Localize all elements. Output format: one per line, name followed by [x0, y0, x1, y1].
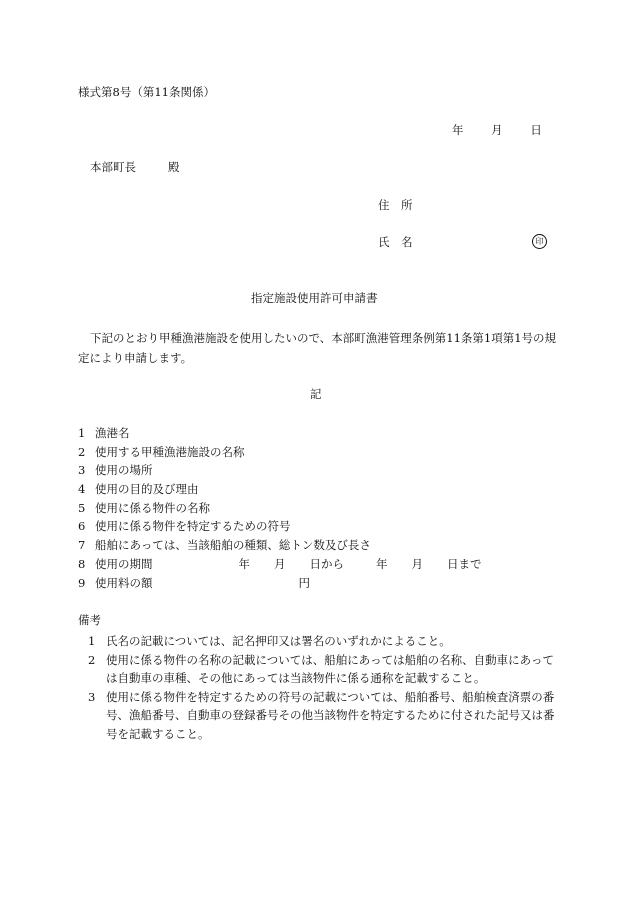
- item-label: 使用料の額: [95, 575, 153, 590]
- remarks-list: [88, 632, 558, 743]
- item-number: 4: [78, 482, 86, 497]
- fee-unit: 円: [298, 575, 310, 590]
- date-year: 年: [452, 123, 464, 137]
- addressee-honorific: 殿: [168, 160, 180, 174]
- list-item: [78, 443, 482, 462]
- applicant-address-label: 住 所: [378, 198, 413, 212]
- item-label: 使用の場所: [95, 463, 153, 478]
- seal-icon: 印: [532, 234, 547, 249]
- list-item: [78, 461, 482, 480]
- period-year-2: 年: [376, 556, 388, 571]
- item-number: 7: [78, 538, 86, 553]
- item-number: 3: [78, 463, 86, 478]
- list-item: [78, 536, 482, 555]
- item-label: 使用する甲種漁港施設の名称: [95, 444, 245, 459]
- item-number: 6: [78, 519, 86, 534]
- item-number: 5: [78, 500, 86, 515]
- list-item: [78, 574, 482, 593]
- remark-number: 3: [88, 689, 96, 704]
- item-label: 使用に係る物件の名称: [95, 500, 210, 515]
- period-month-2: 月: [411, 556, 423, 571]
- period-day-from: 日から: [309, 556, 344, 571]
- applicant-name-label: 氏 名: [378, 235, 413, 249]
- remark-number: 2: [88, 652, 96, 667]
- list-item: [78, 517, 482, 536]
- remark-item: [88, 632, 558, 651]
- list-item: [78, 499, 482, 518]
- period-day-to: 日まで: [447, 556, 482, 571]
- item-number: 9: [78, 575, 86, 590]
- remark-item: [88, 651, 558, 688]
- remarks-heading: 備考: [78, 613, 101, 627]
- remark-text: 氏名の記載については、記名押印又は署名のいずれかによること。: [106, 634, 451, 648]
- date-month: 月: [491, 123, 503, 137]
- document-title: 指定施設使用許可申請書: [251, 291, 378, 305]
- date-day: 日: [530, 123, 542, 137]
- addressee-name: 本部町長: [90, 160, 136, 174]
- item-label: 船舶にあっては、当該船舶の種類、総トン数及び長さ: [95, 538, 371, 553]
- item-number: 2: [78, 444, 86, 459]
- item-label: 使用の目的及び理由: [95, 482, 199, 497]
- date-line: [452, 124, 542, 138]
- item-number: 1: [78, 426, 86, 440]
- period-month: 月: [274, 556, 286, 571]
- remark-item: [88, 688, 558, 744]
- item-label: 使用の期間: [95, 556, 153, 571]
- item-label: 使用に係る物件を特定するための符号: [95, 519, 291, 534]
- remark-text: 使用に係る物件の名称の記載については、船舶にあっては船舶の名称、自動車にあっては自動車の車種、その他にあっては当該物件に係る通称を記載すること。: [106, 652, 555, 685]
- period-year: 年: [238, 556, 250, 571]
- list-item: [78, 555, 482, 574]
- form-number: 様式第8号（第11条関係）: [78, 85, 215, 99]
- item-number: 8: [78, 556, 86, 571]
- intro-paragraph: 下記のとおり甲種漁港施設を使用したいので、本部町漁港管理条例第11条第1項第1号の規定により申請します。: [78, 331, 557, 365]
- remark-text: 使用に係る物件を特定するための符号の記載については、船舶番号、船舶検査済票の番号、漁船番号、自動車の登録番号その他当該物件を特定するために付された記号又は番号を記載すること。: [106, 689, 555, 741]
- addressee: [90, 161, 180, 175]
- list-item: [78, 480, 482, 499]
- remark-number: 1: [88, 634, 96, 648]
- item-list: [78, 424, 482, 592]
- ki-heading: 記: [310, 387, 322, 401]
- item-label: 漁港名: [95, 426, 130, 440]
- list-item: [78, 424, 482, 443]
